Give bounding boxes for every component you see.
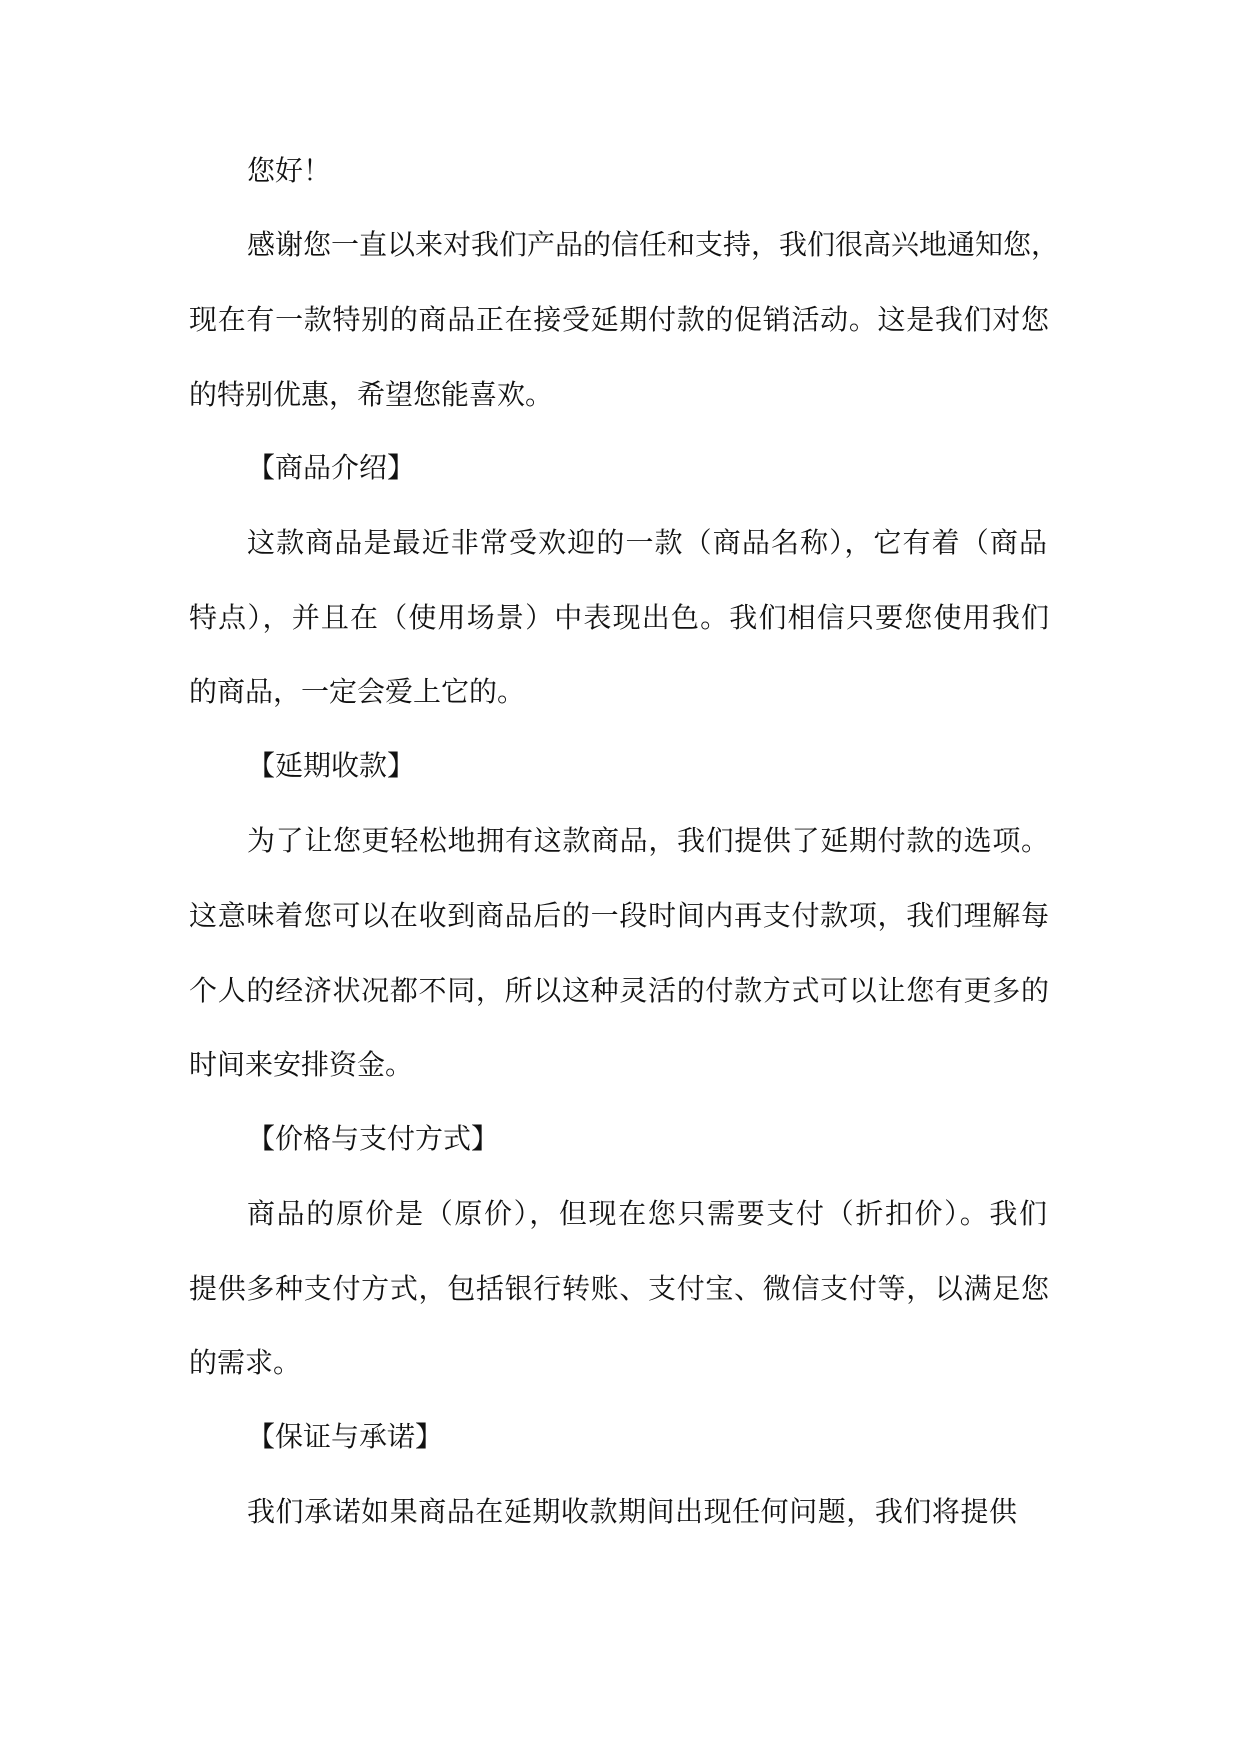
paragraph-line: 的特别优惠，希望您能喜欢。 bbox=[189, 378, 554, 411]
paragraph-line: 提供多种支付方式，包括银行转账、支付宝、微信支付等，以满足您 bbox=[189, 1272, 1049, 1305]
paragraph-line: 时间来安排资金。 bbox=[189, 1048, 414, 1081]
greeting: 您好！ bbox=[247, 154, 332, 187]
paragraph-line: 的商品，一定会爱上它的。 bbox=[189, 675, 526, 708]
section-heading: 【保证与承诺】 bbox=[247, 1420, 444, 1453]
section-heading: 【延期收款】 bbox=[247, 749, 416, 782]
section-heading: 【商品介绍】 bbox=[247, 451, 416, 484]
paragraph-line: 特点），并且在（使用场景）中表现出色。我们相信只要您使用我们 bbox=[189, 601, 1049, 634]
paragraph-line: 我们承诺如果商品在延期收款期间出现任何问题，我们将提供 bbox=[247, 1495, 1017, 1528]
paragraph-line: 的需求。 bbox=[189, 1346, 302, 1379]
paragraph-line: 现在有一款特别的商品正在接受延期付款的促销活动。这是我们对您 bbox=[189, 303, 1049, 336]
paragraph-line: 这款商品是最近非常受欢迎的一款（商品名称），它有着（商品 bbox=[247, 526, 1047, 559]
paragraph-line: 感谢您一直以来对我们产品的信任和支持，我们很高兴地通知您， bbox=[247, 228, 1060, 261]
paragraph-line: 商品的原价是（原价），但现在您只需要支付（折扣价）。我们 bbox=[247, 1197, 1047, 1230]
paragraph-line: 个人的经济状况都不同，所以这种灵活的付款方式可以让您有更多的 bbox=[189, 974, 1049, 1007]
paragraph-line: 为了让您更轻松地拥有这款商品，我们提供了延期付款的选项。 bbox=[247, 824, 1049, 857]
paragraph-line: 这意味着您可以在收到商品后的一段时间内再支付款项，我们理解每 bbox=[189, 899, 1049, 932]
section-heading: 【价格与支付方式】 bbox=[247, 1122, 500, 1155]
